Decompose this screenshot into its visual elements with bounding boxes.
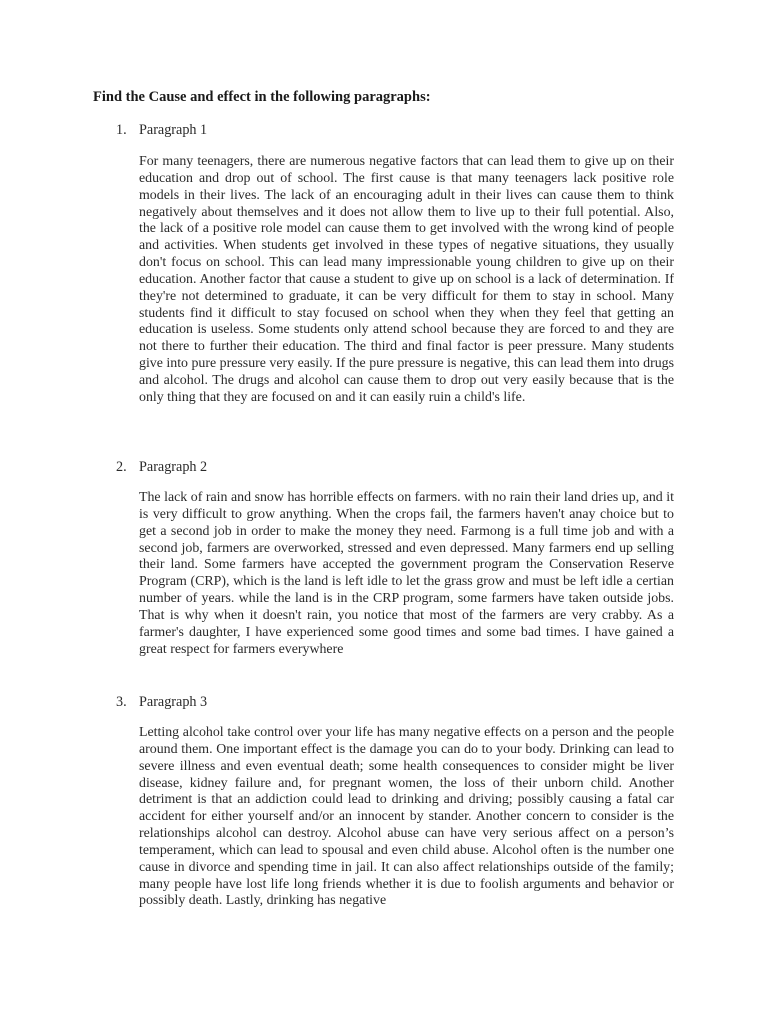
paragraph-1-text: For many teenagers, there are numerous negative factors that can lead them to give up on their education and drop out of school. The first cause is that many teenagers lack positive role models in their lives. The lack of an encouraging adult in their lives can cause them to think negatively about themselves and it does not allow them to live up to their full potential. Also, the lack of a positive role model can cause them to get involved with the wrong kind of people and activities. When students get involved in these types of negative situations, they usually don't focus on school. This can lead many impressionable young children to give up on their education. Another factor that cause a student to give up on school is a lack of determination. If they're not determined to graduate, it can be very difficult for them to stay in school. Many students find it difficult to stay focused on school when they when they feel that getting an education is useless. Some students only attend school because they are forced to and they are not there to further their education. The third and final factor is peer pressure. Many students give into pure pressure very easily. If the pure pressure is negative, this can lead them into drugs and alcohol. The drugs and alcohol can cause them to drop out very easily because that is the only thing that they are focused on and it can easily ruin a child's life. — [139, 154, 674, 405]
list-label: Paragraph 1 — [139, 122, 208, 138]
list-item-paragraph-2 — [116, 458, 207, 476]
document-heading: Find the Cause and effect in the following paragraphs: — [93, 89, 431, 105]
list-item-paragraph-3 — [116, 693, 207, 711]
paragraph-3-text: Letting alcohol take control over your life has many negative effects on a person and the people around them. One important effect is the damage you can do to your body. Drinking can lead to severe illness and even eventual death; some health consequences to consider might be liver disease, kidney failure and, for pregnant women, the loss of their unborn child. Another detriment is that an addiction could lead to drinking and driving; possibly causing a fatal car accident for either yourself and/or an innocent by stander. Another concern to consider is the relationships alcohol can destroy. Alcohol abuse can have very serious affect on a person’s temperament, which can lead to spousal and even child abuse. Alcohol often is the number one cause in divorce and spending time in jail. It can also affect relationships outside of the family; many people have lost life long friends whether it is due to foolish arguments and behavior or possibly death. Lastly, drinking has negative — [139, 725, 674, 909]
paragraph-2-text: The lack of rain and snow has horrible effects on farmers. with no rain their land dries up, and it is very difficult to grow anything. When the crops fail, the farmers haven't anay choice but to get a second job in order to make the money they need. Farmong is a full time job and with a second job, farmers are overworked, stressed and even depressed. Many farmers end up selling their land. Some farmers have accepted the government program the Conservation Reserve Program (CRP), which is the land is left idle to let the grass grow and must be left idle a certian number of years. while the land is in the CRP program, some farmers have taken outside jobs. That is why when it doesn't rain, you notice that most of the farmers are very crabby. As a farmer's daughter, I have experienced some good times and some bad times. I have gained a great respect for farmers everywhere — [139, 490, 674, 657]
list-number: 3. — [116, 694, 127, 710]
list-label: Paragraph 3 — [139, 694, 208, 710]
list-number: 1. — [116, 122, 127, 138]
list-item-paragraph-1 — [116, 121, 207, 139]
list-number: 2. — [116, 459, 127, 475]
list-label: Paragraph 2 — [139, 459, 208, 475]
